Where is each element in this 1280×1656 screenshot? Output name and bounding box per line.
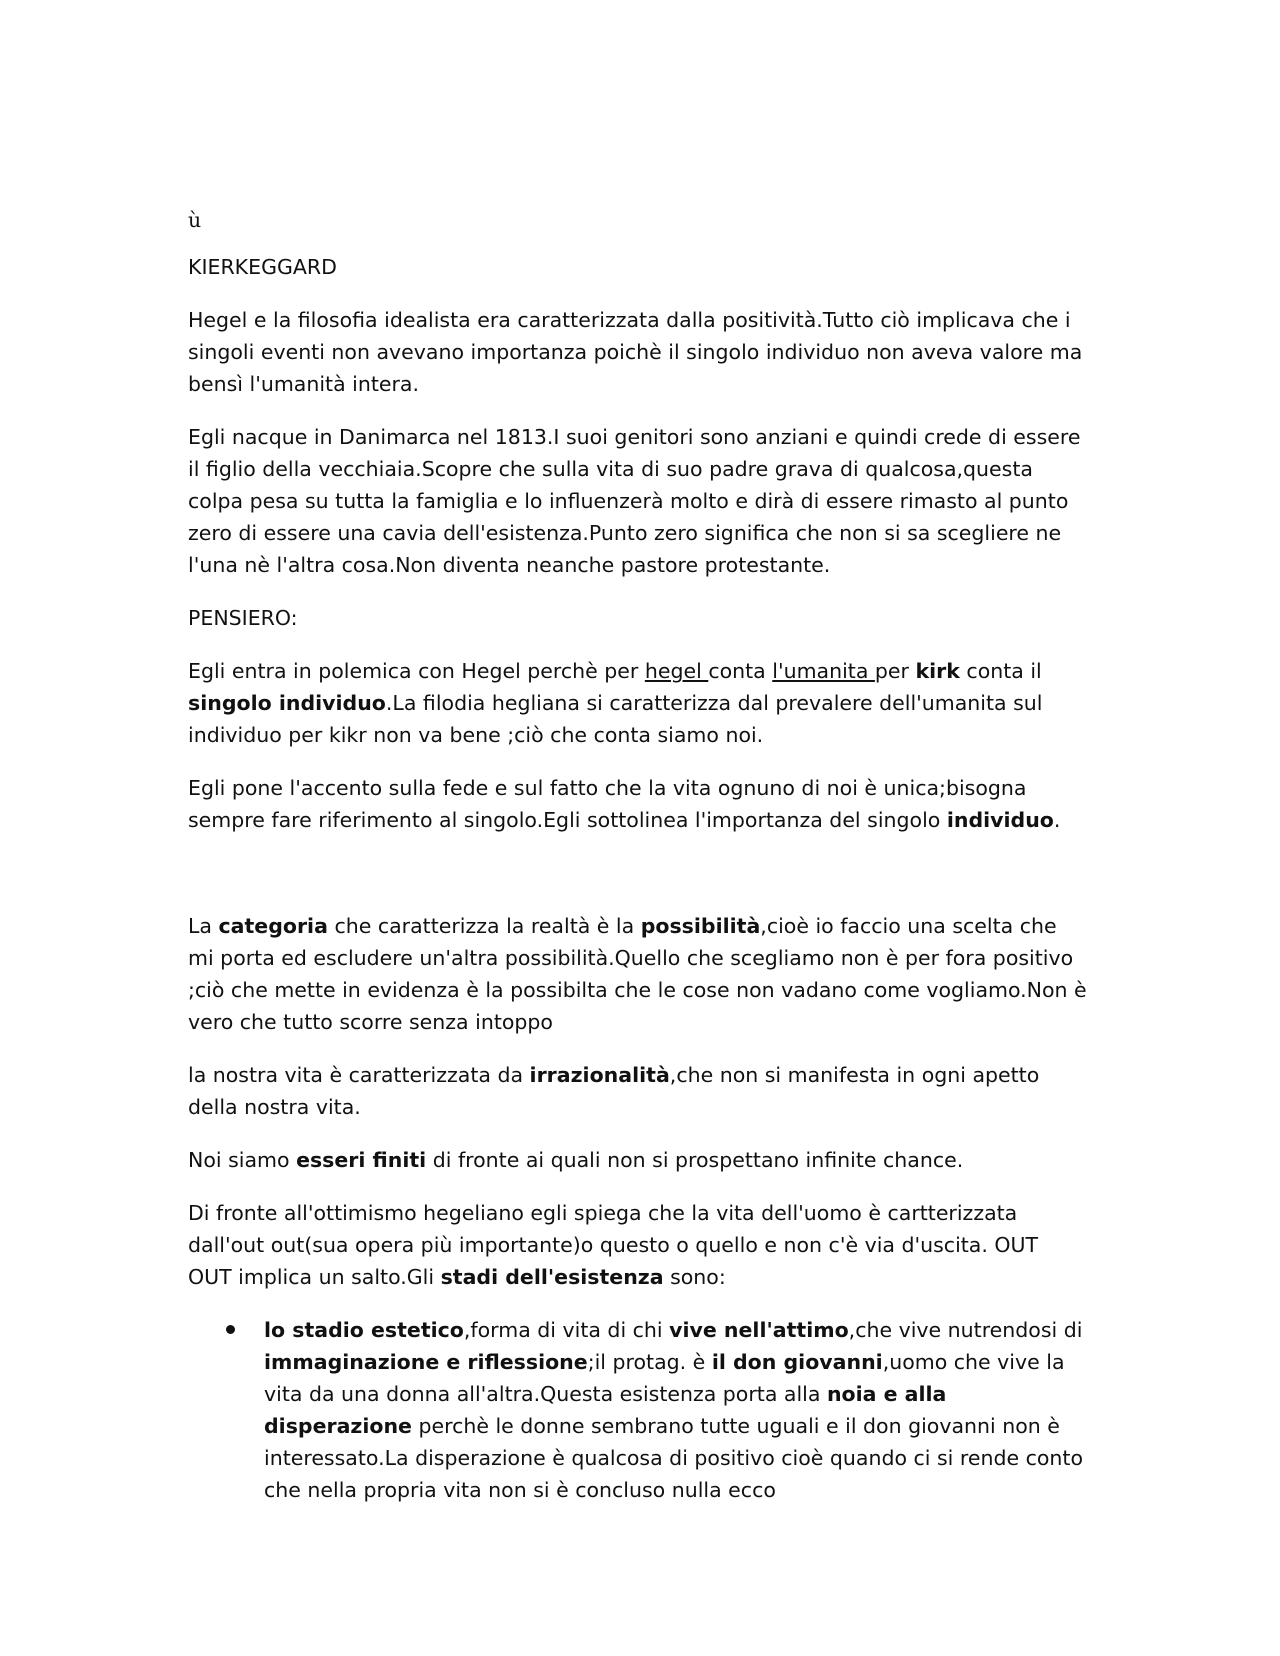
bold-text: esseri finiti	[296, 1148, 427, 1172]
section-label-pensiero: PENSIERO:	[188, 606, 298, 630]
bold-text: vive nell'attimo	[669, 1318, 849, 1342]
bold-text: categoria	[218, 914, 328, 938]
bold-text: irrazionalità	[529, 1063, 670, 1087]
text-run: ,cioè io faccio una scelta che mi porta ed escludere un'altra possibilità.Quello che scegliamo non è per fora positivo ;ciò che mette in evidenza è la possibilta che le cose non vadano come vogliamo.Non è vero che tutto scorre senza intoppo	[188, 914, 1087, 1034]
text-run: sono:	[663, 1265, 726, 1289]
bold-text: il don giovanni	[711, 1350, 883, 1374]
paragraph-biography: Egli nacque in Danimarca nel 1813.I suoi genitori sono anziani e quindi crede di essere il figlio della vecchiaia.Scopre che sulla vita di suo padre grava di qualcosa,questa colpa pesa su tutta la famiglia e lo influenzerà molto e dirà di essere rimasto al punto zero di essere una cavia dell'esistenza.Punto zero significa che non si sa scegliere ne l'una nè l'altra cosa.Non diventa neanche pastore protestante.	[188, 425, 1081, 577]
bold-text: lo stadio estetico	[264, 1318, 464, 1342]
bullet-list	[188, 1314, 1088, 1506]
text-run: Di fronte all'ottimismo hegeliano egli spiega che la vita dell'uomo è cartterizzata dall'out out(sua opera più importante)o questo o quello e non c'è via d'uscita. OUT OUT implica un salto.Gli	[188, 1201, 1039, 1289]
text-run: Egli entra in polemica con Hegel perchè per	[188, 659, 645, 683]
bold-text: immaginazione e riflessione	[264, 1350, 588, 1374]
text-run: .	[1053, 808, 1061, 832]
bold-text: noia e alla disperazione	[264, 1382, 947, 1438]
text-run: Egli pone l'accento sulla fede e sul fatto che la vita ognuno di noi è unica;bisogna sempre fare riferimento al singolo.Egli sottolinea l'importanza del singolo	[188, 776, 1027, 832]
text-run: .La filodia hegliana si caratterizza dal prevalere dell'umanita sul individuo per kikr non va bene ;ciò che conta siamo noi.	[188, 691, 1043, 747]
paragraph-fede	[188, 772, 1088, 836]
text-run: La	[188, 914, 219, 938]
text-run: ,che vive nutrendosi di	[848, 1318, 1083, 1342]
text-run: conta	[708, 659, 773, 683]
paragraph-irrazionalita	[188, 1059, 1088, 1123]
bold-text: kirk	[915, 659, 960, 683]
underlined-text: hegel	[644, 659, 709, 683]
text-run: di fronte ai quali non si prospettano infinite chance.	[426, 1148, 964, 1172]
text-run: che caratterizza la realtà è la	[327, 914, 641, 938]
paragraph-out-out	[188, 1197, 1088, 1293]
text-run: conta il	[959, 659, 1042, 683]
bold-text: individuo	[946, 808, 1054, 832]
text-run: ,uomo che vive la vita da una donna all'altra.Questa esistenza porta alla	[264, 1350, 1065, 1406]
document-heading: KIERKEGGARD	[188, 255, 337, 279]
text-run: ;il protag. è	[587, 1350, 712, 1374]
bold-text: possibilità	[640, 914, 761, 938]
text-run: Noi siamo	[188, 1148, 297, 1172]
text-run: per	[874, 659, 916, 683]
blank-line	[188, 857, 1088, 910]
paragraph-hegel-intro: Hegel e la filosofia idealista era caratterizzata dalla positività.Tutto ciò implicava che i singoli eventi non avevano importanza poichè il singolo individuo non aveva valore ma bensì l'umanità intera.	[188, 308, 1083, 396]
stray-character: ù	[188, 208, 202, 232]
text-run: la nostra vita è caratterizzata da	[188, 1063, 530, 1087]
paragraph-polemica	[188, 655, 1088, 751]
paragraph-categoria	[188, 910, 1088, 1038]
list-item	[188, 1314, 1088, 1506]
paragraph-esseri-finiti	[188, 1144, 1088, 1176]
document-body	[188, 204, 1088, 1506]
text-run: ,forma di vita di chi	[463, 1318, 670, 1342]
bold-text: singolo individuo	[188, 691, 386, 715]
underlined-text: l'umanita	[772, 659, 875, 683]
text-run: perchè le donne sembrano tutte uguali e il don giovanni non è interessato.La disperazione è qualcosa di positivo cioè quando ci si rende conto che nella propria vita non si è concluso nulla ecco	[264, 1414, 1084, 1502]
text-run: ,che non si manifesta in ogni apetto della nostra vita.	[188, 1063, 1040, 1119]
bullet-dot-icon	[226, 1325, 235, 1334]
bold-text: stadi dell'esistenza	[440, 1265, 664, 1289]
